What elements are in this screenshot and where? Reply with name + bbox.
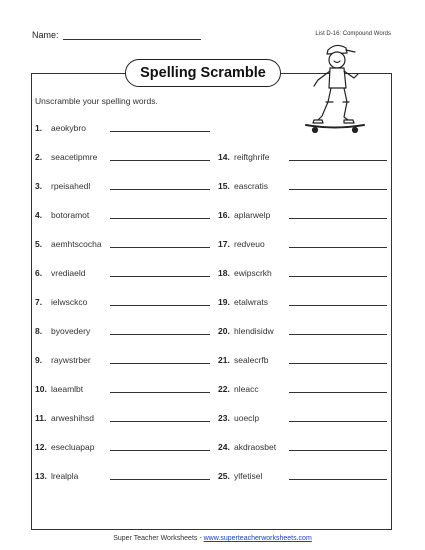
item-number: 17. xyxy=(218,239,230,249)
word-item xyxy=(218,355,269,365)
answer-blank[interactable] xyxy=(110,181,210,190)
answer-blank[interactable] xyxy=(110,239,210,248)
scrambled-word: arweshihsd xyxy=(51,413,94,423)
item-number: 6. xyxy=(35,268,43,278)
item-number: 4. xyxy=(35,210,43,220)
item-number: 19. xyxy=(218,297,230,307)
answer-blank[interactable] xyxy=(110,355,210,364)
answer-blank[interactable] xyxy=(110,384,210,393)
scrambled-word: uoeclp xyxy=(234,413,260,423)
word-item xyxy=(218,326,274,336)
answer-blank[interactable] xyxy=(289,239,387,248)
scrambled-word: ielwsckco xyxy=(51,297,88,307)
answer-blank[interactable] xyxy=(289,384,387,393)
scrambled-word: akdraosbet xyxy=(234,442,277,452)
item-number: 12. xyxy=(35,442,47,452)
word-item xyxy=(35,181,90,191)
word-item xyxy=(218,268,272,278)
item-number: 21. xyxy=(218,355,230,365)
answer-blank[interactable] xyxy=(289,355,387,364)
word-item xyxy=(218,181,268,191)
scrambled-word: byovedery xyxy=(51,326,91,336)
scrambled-word: redveuo xyxy=(234,239,265,249)
list-id: List D-16: Compound Words xyxy=(315,31,391,37)
item-number: 3. xyxy=(35,181,43,191)
instructions: Unscramble your spelling words. xyxy=(35,96,158,106)
item-number: 23. xyxy=(218,413,230,423)
answer-blank[interactable] xyxy=(110,297,210,306)
answer-blank[interactable] xyxy=(110,413,210,422)
item-number: 16. xyxy=(218,210,230,220)
answer-blank[interactable] xyxy=(110,268,210,277)
item-number: 9. xyxy=(35,355,43,365)
answer-blank[interactable] xyxy=(110,152,210,161)
scrambled-word: reiftghrife xyxy=(234,152,270,162)
scrambled-word: aeokybro xyxy=(51,123,86,133)
item-number: 20. xyxy=(218,326,230,336)
word-item xyxy=(35,152,97,162)
name-row xyxy=(32,30,201,40)
scrambled-word: raywstrber xyxy=(51,355,91,365)
answer-blank[interactable] xyxy=(289,152,387,161)
word-item xyxy=(35,355,91,365)
name-line[interactable] xyxy=(63,30,201,40)
word-item xyxy=(35,384,83,394)
item-number: 8. xyxy=(35,326,43,336)
answer-blank[interactable] xyxy=(110,123,210,132)
scrambled-word: aemhtscocha xyxy=(51,239,102,249)
scrambled-word: aplarwelp xyxy=(234,210,271,220)
scrambled-word: lrealpla xyxy=(51,471,79,481)
word-item xyxy=(35,471,78,481)
word-item xyxy=(35,413,94,423)
page-title: Spelling Scramble xyxy=(125,59,281,87)
word-item xyxy=(218,413,259,423)
answer-blank[interactable] xyxy=(110,471,210,480)
footer xyxy=(0,535,425,542)
answer-blank[interactable] xyxy=(289,210,387,219)
word-item xyxy=(218,442,276,452)
scrambled-word: rpeisahedl xyxy=(51,181,91,191)
answer-blank[interactable] xyxy=(289,297,387,306)
scrambled-word: hlendisidw xyxy=(234,326,274,336)
item-number: 5. xyxy=(35,239,43,249)
footer-text: Super Teacher Worksheets - xyxy=(113,535,204,542)
scrambled-word: ewipscrkh xyxy=(234,268,272,278)
item-number: 7. xyxy=(35,297,43,307)
item-number: 14. xyxy=(218,152,230,162)
scrambled-word: seacetipmre xyxy=(51,152,98,162)
word-item xyxy=(218,384,259,394)
word-item xyxy=(35,268,86,278)
answer-blank[interactable] xyxy=(289,181,387,190)
scrambled-word: sealecrfb xyxy=(234,355,269,365)
item-number: 10. xyxy=(35,384,47,394)
scrambled-word: esecluapap xyxy=(51,442,95,452)
word-item xyxy=(35,239,102,249)
item-number: 24. xyxy=(218,442,230,452)
word-item xyxy=(35,442,94,452)
word-item xyxy=(35,326,90,336)
answer-blank[interactable] xyxy=(289,471,387,480)
scrambled-word: nleacc xyxy=(234,384,259,394)
item-number: 22. xyxy=(218,384,230,394)
word-item xyxy=(35,123,86,133)
word-item xyxy=(35,210,89,220)
answer-blank[interactable] xyxy=(289,442,387,451)
answer-blank[interactable] xyxy=(110,442,210,451)
word-item xyxy=(218,239,265,249)
word-item xyxy=(218,471,262,481)
item-number: 15. xyxy=(218,181,230,191)
skateboarder-illustration xyxy=(300,40,370,136)
word-item xyxy=(218,210,270,220)
item-number: 1. xyxy=(35,123,43,133)
answer-blank[interactable] xyxy=(289,413,387,422)
word-item xyxy=(218,297,268,307)
name-label: Name: xyxy=(32,30,59,40)
item-number: 13. xyxy=(35,471,47,481)
answer-blank[interactable] xyxy=(110,210,210,219)
answer-blank[interactable] xyxy=(110,326,210,335)
item-number: 18. xyxy=(218,268,230,278)
answer-blank[interactable] xyxy=(289,268,387,277)
scrambled-word: botoramot xyxy=(51,210,90,220)
word-item xyxy=(35,297,87,307)
item-number: 25. xyxy=(218,471,230,481)
item-number: 11. xyxy=(35,413,47,423)
scrambled-word: ylfetisel xyxy=(234,471,263,481)
scrambled-word: laeamlbt xyxy=(51,384,84,394)
answer-blank[interactable] xyxy=(289,326,387,335)
word-item xyxy=(218,152,269,162)
item-number: 2. xyxy=(35,152,43,162)
scrambled-word: etalwrats xyxy=(234,297,269,307)
footer-link[interactable]: www.superteacherworksheets.com xyxy=(203,535,312,542)
scrambled-word: vrediaeld xyxy=(51,268,86,278)
scrambled-word: eascratis xyxy=(234,181,269,191)
